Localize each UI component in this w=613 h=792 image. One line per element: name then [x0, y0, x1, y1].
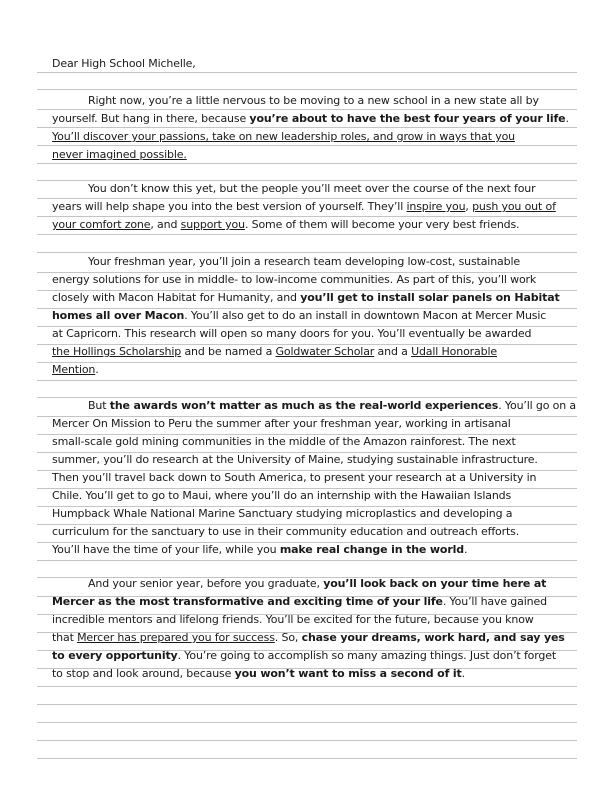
- text-run: yourself. But hang in there, because: [52, 112, 250, 125]
- letter-line: [52, 611, 534, 629]
- text-run: . You’ll have gained: [442, 595, 547, 608]
- letter-line: [52, 110, 569, 128]
- letter-line: [52, 593, 547, 611]
- text-run: summer, you’ll do research at the University of Maine, studying sustainable infrastructure.: [52, 453, 538, 466]
- letter-line: [52, 505, 512, 523]
- text-run: .: [95, 363, 99, 376]
- rule-line: [37, 89, 577, 90]
- letter-line: [52, 647, 556, 665]
- bold-text: you’ll look back on your time here at: [323, 577, 547, 590]
- text-run: years will help shape you into the best version of yourself. They’ll: [52, 200, 407, 213]
- text-run: .: [565, 112, 569, 125]
- letter-line: [52, 451, 538, 469]
- bold-text: the awards won’t matter as much as the real-world experiences: [109, 399, 499, 412]
- text-run: Your freshman year, you’ll join a research team developing low-cost, sustainable: [88, 255, 520, 268]
- letter-line: [52, 469, 536, 487]
- text-run: . So,: [274, 631, 302, 644]
- text-run: incredible mentors and lifelong friends. You’ll be excited for the future, because you know: [52, 613, 534, 626]
- bold-text: you won’t want to miss a second of it: [234, 667, 462, 680]
- text-run: closely with Macon Habitat for Humanity, and: [52, 291, 301, 304]
- letter-line: [88, 92, 539, 110]
- text-run: Mercer On Mission to Peru the summer after your freshman year, working in artisanal: [52, 417, 511, 430]
- letter-line: [52, 128, 515, 146]
- rule-line: [37, 380, 577, 381]
- bold-text: make real change in the world: [279, 543, 464, 556]
- letter-line: [52, 433, 516, 451]
- rule-line: [37, 722, 577, 723]
- text-run: .: [461, 667, 465, 680]
- text-run: Then you’ll travel back down to South America, to present your research at a University in: [52, 471, 537, 484]
- letter-line: [52, 216, 519, 234]
- text-run: Humpback Whale National Marine Sanctuary studying microplastics and developing a: [52, 507, 513, 520]
- underlined-text: inspire you: [406, 200, 466, 213]
- letter-line: [52, 629, 565, 647]
- bold-text: you’re about to have the best four years of your life: [249, 112, 566, 125]
- text-run: energy solutions for use in middle- to low-income communities. As part of this, you’ll work: [52, 273, 537, 286]
- letter-line: [52, 289, 560, 307]
- text-run: at Capricorn. This research will open so many doors for you. You’ll eventually be awarded: [52, 327, 532, 340]
- rule-line: [37, 758, 577, 759]
- letter-line: [52, 343, 497, 361]
- underlined-text: support you: [180, 218, 245, 231]
- letter-line: [88, 253, 520, 271]
- text-run: . Some of them will become your very best friends.: [244, 218, 520, 231]
- letter-line: [52, 665, 465, 683]
- bold-text: chase your dreams, work hard, and say yes: [301, 631, 565, 644]
- text-run: Right now, you’re a little nervous to be moving to a new school in a new state all by: [88, 94, 539, 107]
- text-run: .: [463, 543, 468, 556]
- bold-text: to every opportunity: [52, 649, 178, 662]
- text-run: . You’ll go on a: [498, 399, 577, 412]
- underlined-text: Udall Honorable: [411, 345, 497, 358]
- text-run: and be named a: [181, 345, 276, 358]
- rule-line: [37, 686, 577, 687]
- letter-line: [52, 415, 511, 433]
- bold-text: you’ll get to install solar panels on Habitat: [300, 291, 560, 304]
- text-run: , and: [150, 218, 181, 231]
- letter-line: [88, 397, 576, 415]
- letter-line: [52, 198, 556, 216]
- rule-line: [37, 740, 577, 741]
- letter-line: [52, 146, 187, 164]
- letter-line: [88, 180, 536, 198]
- letter-line: [88, 575, 546, 593]
- letter-line: [52, 325, 531, 343]
- text-run: to stop and look around, because: [52, 667, 235, 680]
- text-run: And your senior year, before you graduate,: [88, 577, 324, 590]
- letter-line: [52, 307, 546, 325]
- text-run: small-scale gold mining communities in the middle of the Amazon rainforest. The next: [52, 435, 516, 448]
- text-run: . You’re going to accomplish so many amazing things. Just don’t forget: [177, 649, 557, 662]
- text-run: ,: [465, 200, 473, 213]
- text-run: You’ll have the time of your life, while you: [52, 543, 280, 556]
- underlined-text: the Hollings Scholarship: [52, 345, 182, 358]
- underlined-text: never imagined possible.: [52, 148, 187, 161]
- text-run: But: [88, 399, 110, 412]
- rule-line: [37, 704, 577, 705]
- letter-line: [52, 487, 511, 505]
- text-run: . You’ll also get to do an install in downtown Macon at Mercer Music: [184, 309, 547, 322]
- rule-line: [37, 560, 577, 561]
- letter-line: [52, 523, 519, 541]
- underlined-text: Goldwater Scholar: [275, 345, 375, 358]
- rule-line: [37, 234, 577, 235]
- letter-line: [52, 541, 467, 559]
- underlined-text: your comfort zone: [52, 218, 151, 231]
- letter-line: [52, 361, 99, 379]
- rule-line: [37, 362, 577, 363]
- salutation: Dear High School Michelle,: [52, 57, 196, 70]
- text-run: that: [52, 631, 78, 644]
- bold-text: homes all over Macon: [52, 309, 185, 322]
- text-run: curriculum for the sanctuary to use in their community education and outreach efforts.: [52, 525, 520, 538]
- underlined-text: Mercer has prepared you for success: [77, 631, 275, 644]
- underlined-text: You’ll discover your passions, take on new leadership roles, and grow in ways that you: [52, 130, 515, 143]
- underlined-text: Mention: [52, 363, 96, 376]
- bold-text: Mercer as the most transformative and exciting time of your life: [52, 595, 443, 608]
- letter-line: [52, 271, 536, 289]
- underlined-text: push you out of: [472, 200, 556, 213]
- text-run: You don’t know this yet, but the people you’ll meet over the course of the next four: [88, 182, 536, 195]
- text-run: Chile. You’ll get to go to Maui, where you’ll do an internship with the Hawaiian Islands: [52, 489, 512, 502]
- text-run: and a: [374, 345, 412, 358]
